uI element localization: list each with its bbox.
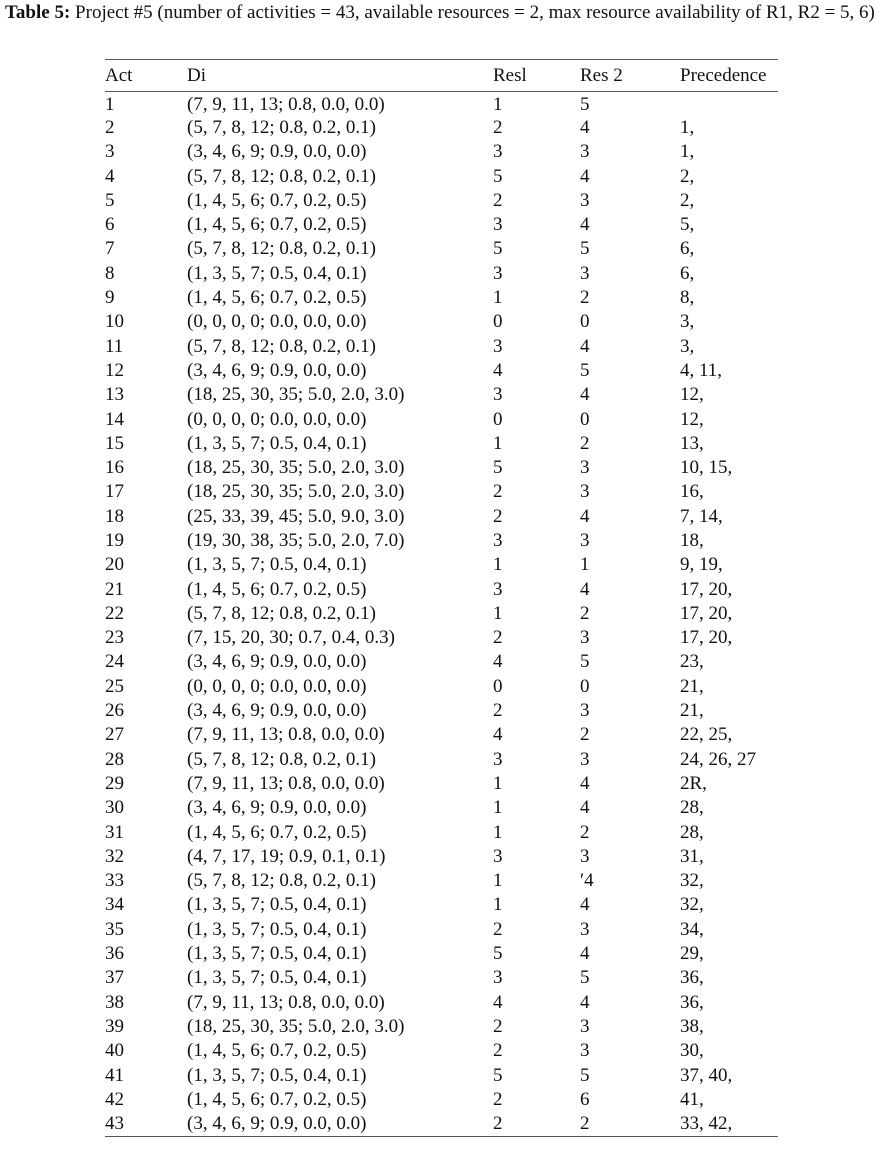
cell-act: 34 [105, 894, 124, 916]
cell-di: (1, 4, 5, 6; 0.7, 0.2, 0.5) [187, 287, 367, 309]
cell-act: 11 [105, 335, 124, 357]
table-row [105, 966, 778, 990]
table-row [105, 577, 778, 601]
cell-precedence: 28, [680, 797, 704, 819]
cell-precedence: 10, 15, [680, 457, 733, 479]
table-row [105, 748, 778, 772]
cell-res1: 2 [493, 1088, 503, 1110]
cell-res2: 0 [580, 408, 590, 430]
cell-di: (1, 3, 5, 7; 0.5, 0.4, 0.1) [187, 894, 367, 916]
cell-act: 38 [105, 991, 124, 1013]
cell-res1: 2 [493, 189, 503, 211]
cell-res2: 5 [580, 238, 590, 260]
cell-res1: 3 [493, 967, 503, 989]
table-row [105, 286, 778, 310]
cell-res2: 2 [580, 821, 590, 843]
cell-act: 31 [105, 821, 124, 843]
cell-res1: 5 [493, 165, 503, 187]
cell-di: (1, 4, 5, 6; 0.7, 0.2, 0.5) [187, 214, 367, 236]
cell-res2: 5 [580, 359, 590, 381]
cell-act: 3 [105, 141, 115, 163]
cell-act: 8 [105, 262, 115, 284]
cell-di: (1, 3, 5, 7; 0.5, 0.4, 0.1) [187, 1064, 367, 1086]
cell-di: (3, 4, 6, 9; 0.9, 0.0, 0.0) [187, 1112, 493, 1136]
cell-res2: 3 [580, 141, 590, 163]
cell-res1: 5 [493, 943, 503, 965]
cell-act: 12 [105, 359, 124, 381]
cell-res1: 5 [493, 457, 503, 479]
cell-act: 6 [105, 214, 115, 236]
table-row [105, 383, 778, 407]
cell-act: 28 [105, 748, 124, 770]
cell-res2: 3 [580, 529, 590, 551]
cell-res2: 2 [580, 724, 590, 746]
cell-res2: 2 [580, 432, 590, 454]
cell-di: (1, 4, 5, 6; 0.7, 0.2, 0.5) [187, 578, 367, 600]
cell-act: 14 [105, 408, 124, 430]
cell-act: 36 [105, 943, 124, 965]
cell-precedence: 30, [680, 1040, 704, 1062]
cell-precedence: 4, 11, [680, 359, 723, 381]
cell-precedence: 5, [680, 214, 695, 236]
table-row [105, 845, 778, 869]
cell-res2: 5 [580, 93, 590, 115]
cell-di: (1, 3, 5, 7; 0.5, 0.4, 0.1) [187, 967, 367, 989]
cell-act: 30 [105, 797, 124, 819]
table-row [105, 1088, 778, 1112]
cell-res2: 3 [580, 1040, 590, 1062]
cell-di: (5, 7, 8, 12; 0.8, 0.2, 0.1) [187, 335, 376, 357]
cell-di: (7, 9, 11, 13; 0.8, 0.0, 0.0) [187, 93, 385, 115]
cell-act: 29 [105, 772, 124, 794]
cell-res2: 4 [580, 335, 590, 357]
cell-act: 20 [105, 554, 124, 576]
table-row [105, 626, 778, 650]
cell-res2: 3 [580, 457, 590, 479]
cell-precedence: 17, 20, [680, 627, 733, 649]
cell-res2: 4 [580, 578, 590, 600]
cell-act: 4 [105, 165, 115, 187]
cell-res1: 1 [493, 602, 503, 624]
cell-res1: 3 [493, 748, 503, 770]
cell-precedence: 2, [680, 165, 695, 187]
cell-res1: 2 [493, 481, 503, 503]
header-res2: Res 2 [580, 60, 680, 92]
cell-res1: 3 [493, 141, 503, 163]
caption-text: Project #5 (number of activities = 43, available resources = 2, max resource availability of R1, R2 = 5, 6) [75, 2, 875, 23]
cell-act: 41 [105, 1064, 124, 1086]
cell-di: (5, 7, 8, 12; 0.8, 0.2, 0.1) [187, 238, 376, 260]
cell-precedence: 3, [680, 335, 695, 357]
table-row [105, 990, 778, 1014]
cell-res2: 0 [580, 311, 590, 333]
cell-precedence: 6, [680, 262, 695, 284]
cell-res2: 2 [580, 602, 590, 624]
cell-act: 2 [105, 116, 115, 138]
cell-res2: 2 [580, 1112, 680, 1136]
cell-res1: 1 [493, 432, 503, 454]
cell-act: 18 [105, 505, 124, 527]
cell-act: 9 [105, 287, 115, 309]
table-row [105, 602, 778, 626]
cell-precedence: 24, 26, 27 [680, 748, 756, 770]
cell-res2: 4 [580, 991, 590, 1013]
table-row [105, 553, 778, 577]
cell-di: (3, 4, 6, 9; 0.9, 0.0, 0.0) [187, 797, 367, 819]
caption-label: Table 5: [5, 2, 71, 23]
table-row [105, 675, 778, 699]
table-row [105, 116, 778, 140]
table-row [105, 723, 778, 747]
cell-act: 17 [105, 481, 124, 503]
cell-act: 16 [105, 457, 124, 479]
project-table [105, 59, 778, 1137]
cell-res2: 4 [580, 214, 590, 236]
cell-di: (18, 25, 30, 35; 5.0, 2.0, 3.0) [187, 481, 405, 503]
header-row [105, 60, 778, 92]
cell-res1: 3 [493, 335, 503, 357]
cell-res1: 3 [493, 262, 503, 284]
table-row [105, 942, 778, 966]
cell-act: 40 [105, 1040, 124, 1062]
cell-di: (18, 25, 30, 35; 5.0, 2.0, 3.0) [187, 384, 405, 406]
table-row [105, 334, 778, 358]
cell-act: 22 [105, 602, 124, 624]
cell-act: 26 [105, 700, 124, 722]
table-row [105, 650, 778, 674]
cell-precedence: 38, [680, 1015, 704, 1037]
cell-res2: 5 [580, 967, 590, 989]
cell-res1: 1 [493, 821, 503, 843]
cell-precedence: 41, [680, 1088, 704, 1110]
cell-di: (1, 3, 5, 7; 0.5, 0.4, 0.1) [187, 918, 367, 940]
table-row [105, 237, 778, 261]
cell-di: (25, 33, 39, 45; 5.0, 9.0, 3.0) [187, 505, 405, 527]
table-row [105, 1015, 778, 1039]
cell-res2: 3 [580, 262, 590, 284]
cell-di: (5, 7, 8, 12; 0.8, 0.2, 0.1) [187, 165, 376, 187]
cell-res1: 2 [493, 627, 503, 649]
table-row [105, 310, 778, 334]
table-row [105, 1063, 778, 1087]
cell-precedence: 29, [680, 943, 704, 965]
cell-res1: 2 [493, 700, 503, 722]
table-row [105, 359, 778, 383]
table-row [105, 1039, 778, 1063]
cell-precedence: 6, [680, 238, 695, 260]
cell-precedence: 33, 42, [680, 1112, 778, 1136]
cell-res1: 4 [493, 991, 503, 1013]
cell-res2: 4 [580, 505, 590, 527]
table-row [105, 432, 778, 456]
table-caption [5, 1, 877, 24]
cell-precedence: 2R, [680, 772, 707, 794]
header-act: Act [105, 60, 187, 92]
cell-act: 24 [105, 651, 124, 673]
table-row [105, 407, 778, 431]
cell-di: (5, 7, 8, 12; 0.8, 0.2, 0.1) [187, 116, 376, 138]
cell-precedence: 9, 19, [680, 554, 723, 576]
cell-act: 37 [105, 967, 124, 989]
cell-res1: 3 [493, 214, 503, 236]
cell-di: (0, 0, 0, 0; 0.0, 0.0, 0.0) [187, 311, 367, 333]
cell-res1: 1 [493, 797, 503, 819]
cell-res2: 1 [580, 554, 590, 576]
cell-res2: 4 [580, 116, 590, 138]
cell-act: 39 [105, 1015, 124, 1037]
cell-res1: 2 [493, 918, 503, 940]
cell-di: (5, 7, 8, 12; 0.8, 0.2, 0.1) [187, 602, 376, 624]
cell-precedence: 21, [680, 675, 704, 697]
cell-di: (19, 30, 38, 35; 5.0, 2.0, 7.0) [187, 529, 405, 551]
cell-res1: 2 [493, 1112, 580, 1136]
cell-act: 19 [105, 529, 124, 551]
cell-res1: 3 [493, 384, 503, 406]
cell-act: 42 [105, 1088, 124, 1110]
cell-res2: 4 [580, 165, 590, 187]
cell-precedence: 7, 14, [680, 505, 723, 527]
cell-res2: 6 [580, 1088, 590, 1110]
cell-act: 5 [105, 189, 115, 211]
cell-di: (3, 4, 6, 9; 0.9, 0.0, 0.0) [187, 700, 367, 722]
cell-res1: 4 [493, 359, 503, 381]
table-row [105, 505, 778, 529]
cell-res1: 0 [493, 311, 503, 333]
cell-precedence: 36, [680, 991, 704, 1013]
cell-precedence: 36, [680, 967, 704, 989]
cell-precedence: 1, [680, 116, 695, 138]
cell-res2: 4 [580, 797, 590, 819]
cell-di: (18, 25, 30, 35; 5.0, 2.0, 3.0) [187, 457, 405, 479]
cell-act: 21 [105, 578, 124, 600]
cell-precedence: 37, 40, [680, 1064, 733, 1086]
cell-precedence: 23, [680, 651, 704, 673]
table-row [105, 164, 778, 188]
header-res1: Resl [493, 60, 580, 92]
cell-res1: 3 [493, 578, 503, 600]
cell-res2: 4 [580, 384, 590, 406]
cell-di: (0, 0, 0, 0; 0.0, 0.0, 0.0) [187, 408, 367, 430]
cell-act: 13 [105, 384, 124, 406]
cell-res2: ′4 [580, 870, 594, 892]
cell-di: (3, 4, 6, 9; 0.9, 0.0, 0.0) [187, 141, 367, 163]
cell-res2: 3 [580, 700, 590, 722]
cell-di: (7, 9, 11, 13; 0.8, 0.0, 0.0) [187, 772, 385, 794]
cell-di: (0, 0, 0, 0; 0.0, 0.0, 0.0) [187, 675, 367, 697]
cell-act: 43 [105, 1112, 187, 1136]
cell-res1: 1 [493, 894, 503, 916]
cell-precedence: 17, 20, [680, 602, 733, 624]
cell-res1: 5 [493, 1064, 503, 1086]
cell-res1: 0 [493, 408, 503, 430]
cell-di: (1, 4, 5, 6; 0.7, 0.2, 0.5) [187, 189, 367, 211]
cell-res1: 1 [493, 870, 503, 892]
cell-precedence: 8, [680, 287, 695, 309]
cell-res1: 2 [493, 116, 503, 138]
cell-di: (1, 3, 5, 7; 0.5, 0.4, 0.1) [187, 432, 367, 454]
cell-di: (5, 7, 8, 12; 0.8, 0.2, 0.1) [187, 748, 376, 770]
cell-res1: 4 [493, 724, 503, 746]
cell-res2: 5 [580, 651, 590, 673]
cell-res1: 2 [493, 1015, 503, 1037]
cell-di: (7, 9, 11, 13; 0.8, 0.0, 0.0) [187, 724, 385, 746]
cell-di: (1, 4, 5, 6; 0.7, 0.2, 0.5) [187, 1088, 367, 1110]
table-row [105, 456, 778, 480]
cell-res1: 3 [493, 845, 503, 867]
cell-res2: 3 [580, 1015, 590, 1037]
cell-precedence: 17, 20, [680, 578, 733, 600]
cell-res2: 4 [580, 894, 590, 916]
table-row [105, 893, 778, 917]
table-row [105, 772, 778, 796]
cell-res1: 2 [493, 1040, 503, 1062]
cell-precedence: 3, [680, 311, 695, 333]
cell-di: (7, 15, 20, 30; 0.7, 0.4, 0.3) [187, 627, 395, 649]
cell-precedence: 16, [680, 481, 704, 503]
table-row [105, 529, 778, 553]
table-row [105, 1112, 778, 1136]
cell-di: (1, 4, 5, 6; 0.7, 0.2, 0.5) [187, 821, 367, 843]
cell-precedence: 12, [680, 384, 704, 406]
cell-res1: 0 [493, 675, 503, 697]
cell-res1: 1 [493, 772, 503, 794]
cell-act: 23 [105, 627, 124, 649]
table-row [105, 796, 778, 820]
cell-res1: 5 [493, 238, 503, 260]
cell-res2: 3 [580, 189, 590, 211]
table-row [105, 262, 778, 286]
table-row [105, 92, 778, 116]
cell-precedence: 31, [680, 845, 704, 867]
table-row [105, 213, 778, 237]
cell-res1: 1 [493, 93, 503, 115]
cell-precedence [680, 92, 778, 116]
cell-act: 15 [105, 432, 124, 454]
cell-precedence: 34, [680, 918, 704, 940]
cell-di: (7, 9, 11, 13; 0.8, 0.0, 0.0) [187, 991, 385, 1013]
cell-di: (1, 3, 5, 7; 0.5, 0.4, 0.1) [187, 554, 367, 576]
cell-act: 32 [105, 845, 124, 867]
cell-res2: 3 [580, 918, 590, 940]
cell-act: 1 [105, 93, 115, 115]
cell-act: 7 [105, 238, 115, 260]
cell-res1: 3 [493, 529, 503, 551]
cell-precedence: 22, 25, [680, 724, 733, 746]
cell-res2: 3 [580, 481, 590, 503]
table-row [105, 869, 778, 893]
cell-di: (1, 3, 5, 7; 0.5, 0.4, 0.1) [187, 262, 367, 284]
cell-di: (1, 4, 5, 6; 0.7, 0.2, 0.5) [187, 1040, 367, 1062]
cell-res2: 4 [580, 943, 590, 965]
table-row [105, 480, 778, 504]
cell-precedence: 13, [680, 432, 704, 454]
cell-res1: 4 [493, 651, 503, 673]
cell-di: (18, 25, 30, 35; 5.0, 2.0, 3.0) [187, 1015, 405, 1037]
cell-di: (4, 7, 17, 19; 0.9, 0.1, 0.1) [187, 845, 386, 867]
table-row [105, 140, 778, 164]
header-di: Di [187, 60, 493, 92]
cell-precedence: 32, [680, 894, 704, 916]
cell-res2: 2 [580, 287, 590, 309]
cell-di: (5, 7, 8, 12; 0.8, 0.2, 0.1) [187, 870, 376, 892]
table-row [105, 189, 778, 213]
cell-res2: 3 [580, 627, 590, 649]
cell-precedence: 18, [680, 529, 704, 551]
cell-precedence: 2, [680, 189, 695, 211]
cell-res2: 3 [580, 748, 590, 770]
table-body [105, 92, 778, 1137]
cell-res1: 2 [493, 505, 503, 527]
cell-precedence: 28, [680, 821, 704, 843]
cell-precedence: 12, [680, 408, 704, 430]
cell-res2: 3 [580, 845, 590, 867]
header-precedence: Precedence [680, 60, 778, 92]
table-row [105, 918, 778, 942]
cell-di: (3, 4, 6, 9; 0.9, 0.0, 0.0) [187, 359, 367, 381]
cell-di: (3, 4, 6, 9; 0.9, 0.0, 0.0) [187, 651, 367, 673]
cell-act: 25 [105, 675, 124, 697]
table-row [105, 820, 778, 844]
table-row [105, 699, 778, 723]
cell-res2: 4 [580, 772, 590, 794]
cell-res2: 0 [580, 675, 590, 697]
cell-act: 27 [105, 724, 124, 746]
cell-precedence: 32, [680, 870, 704, 892]
cell-act: 33 [105, 870, 124, 892]
cell-precedence: 1, [680, 141, 695, 163]
cell-res2: 5 [580, 1064, 590, 1086]
cell-act: 35 [105, 918, 124, 940]
cell-res1: 1 [493, 554, 503, 576]
cell-precedence: 21, [680, 700, 704, 722]
cell-res1: 1 [493, 287, 503, 309]
cell-act: 10 [105, 311, 124, 333]
cell-di: (1, 3, 5, 7; 0.5, 0.4, 0.1) [187, 943, 367, 965]
